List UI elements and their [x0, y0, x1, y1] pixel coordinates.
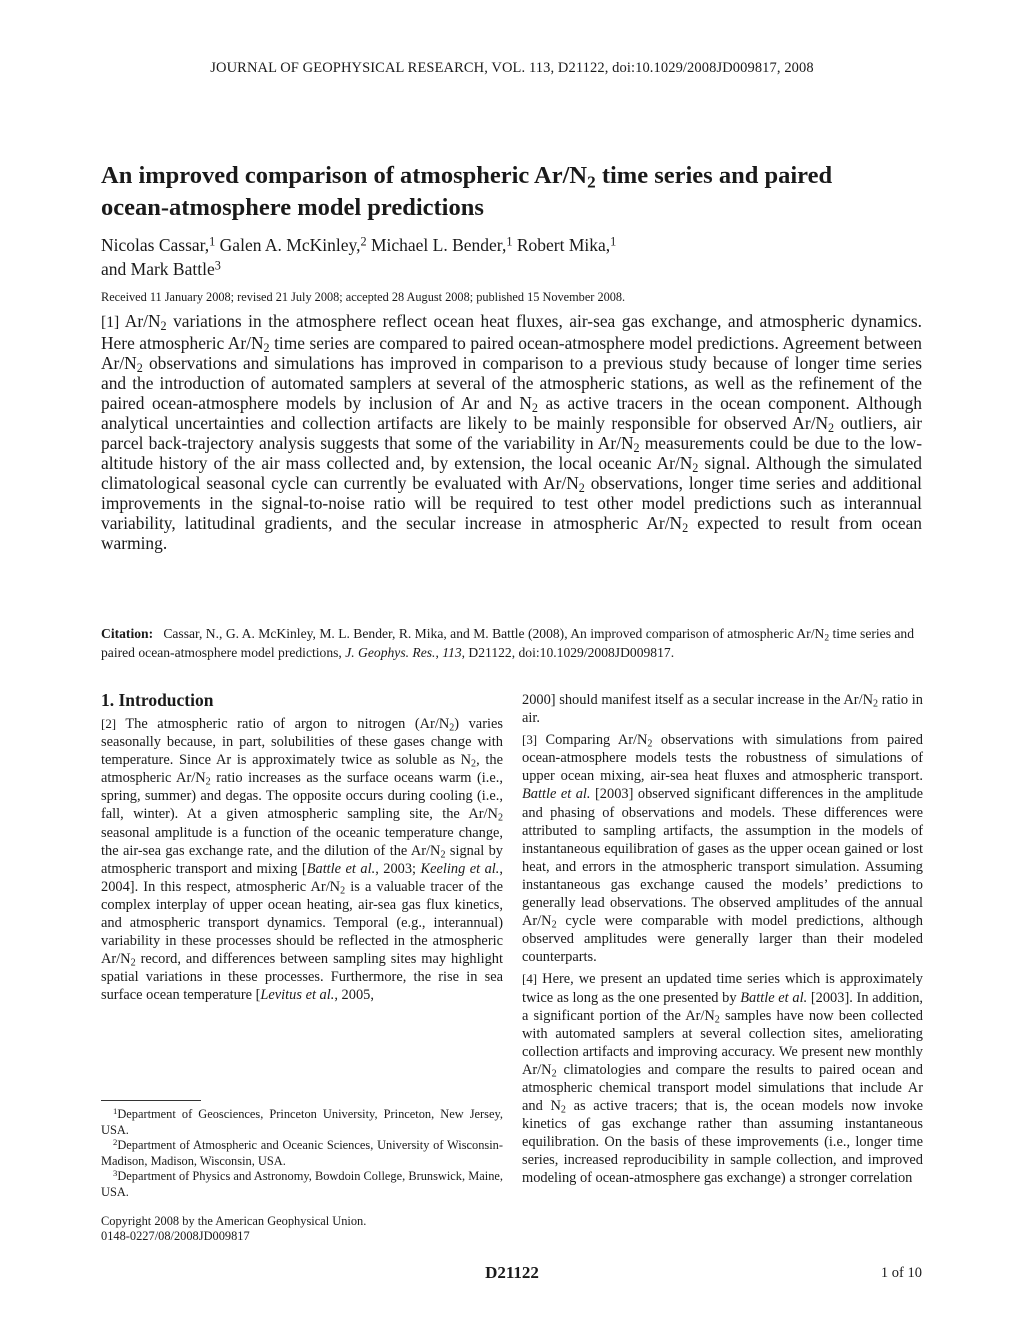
reference-author: Levitus et al. — [260, 987, 335, 1004]
author-affiliation: 3 — [214, 258, 221, 273]
author-name: Robert Mika, — [516, 235, 611, 255]
body-text: seasonal amplitude is a function of the oceanic temperature change, the air-sea gas exchange rate, and the dilution of the Ar/N — [101, 824, 503, 859]
abstract-text: expected to result from ocean warming. — [101, 513, 922, 553]
abstract-text: as active tracers in the ocean component. Although analytical uncertainties and collection artifacts are likely to be mainly responsible for observed Ar/N — [101, 393, 922, 433]
reference-author: Battle et al. — [740, 989, 808, 1006]
abstract-text: measurements could be due to the low-altitude history of the air mass collected and, by extension, the local oceanic Ar/N — [101, 433, 922, 473]
abstract-text: variations in the atmosphere reflect ocean heat fluxes, air-sea gas exchange, and atmospheric dynamics. Here atmospheric Ar/N — [101, 311, 922, 353]
article-id: D21122 — [485, 1263, 539, 1282]
body-text: ) varies seasonally because, in part, solubilities of these gases change with temperature. Since Ar is approximately twice as soluble as N — [101, 716, 503, 769]
body-text: ratio increases as the surface oceans warm (i.e., spring, summer) and degas. The opposite occurs during cooling (i.e., fall, winter). At a given atmospheric sampling site, the Ar/N — [101, 770, 503, 823]
left-column — [101, 715, 503, 1005]
subscript: 2 — [471, 758, 477, 770]
subscript: 2 — [205, 776, 211, 788]
paragraph-2 — [101, 715, 503, 1005]
issn-line: 0148-0227/08/2008JD009817 — [101, 1229, 250, 1243]
author-affiliation: 2 — [360, 234, 367, 249]
footnote-marker: 1 — [113, 1106, 118, 1117]
subscript: 2 — [160, 319, 167, 334]
received-dates: Received 11 January 2008; revised 21 July 2008; accepted 28 August 2008; published 15 November 2008. — [101, 290, 626, 304]
body-text: record, and differences between sampling sites may highlight spatial variations in these processes. Furthermore, the rise in sea surface ocean temperature [ — [101, 951, 503, 1004]
title-part-2: time series and paired — [595, 162, 833, 189]
right-column — [522, 691, 923, 1188]
body-text: observations with simulations from paired ocean-atmosphere models tests the robustness of simulations of upper ocean mixing, air-sea heat fluxes and atmospheric transport. — [522, 732, 923, 785]
subscript: 2 — [130, 957, 136, 969]
body-text: Here, we present an updated time series which is approximately twice as long as the one presented by — [522, 971, 923, 1006]
title-subscript: 2 — [587, 172, 596, 192]
author-name: Michael L. Bender, — [370, 235, 507, 255]
citation-text: time series and paired ocean-atmosphere model predictions, — [101, 626, 915, 660]
body-text: The atmospheric ratio of argon to nitrogen (Ar/N — [125, 716, 450, 732]
subscript: 2 — [449, 722, 455, 734]
reference-author: Battle et al. — [522, 786, 591, 803]
subscript: 2 — [714, 1014, 720, 1026]
body-text: , the atmospheric Ar/N — [101, 752, 503, 787]
footnote-text: Department of Geosciences, Princeton University, Princeton, New Jersey, USA. — [101, 1107, 503, 1137]
article-title — [101, 160, 931, 224]
reference-author: Battle et al. — [306, 860, 376, 877]
footnote-divider — [101, 1100, 201, 1101]
body-text: is a valuable tracer of the complex interplay of upper ocean heating, air-sea gas flux kinetics, and atmospheric transport dynamics. Temporal (e.g., interannual) variability in these processes should be reflected in the atmospheric Ar/N — [101, 878, 503, 968]
body-text: Comparing Ar/N — [545, 732, 648, 749]
subscript: 2 — [497, 812, 503, 824]
body-text: , 2004]. In this respect, atmospheric Ar/N — [101, 860, 503, 895]
body-text: , 2003; — [375, 860, 421, 877]
footnote-text: Department of Physics and Astronomy, Bowdoin College, Brunswick, Maine, USA. — [101, 1169, 503, 1199]
body-text: [2003]. In addition, a significant portion of the Ar/N — [522, 989, 923, 1024]
body-text: climatologies and compare the results to paired ocean and atmospheric chemical transport model simulations that include Ar and N — [522, 1061, 923, 1115]
body-text: as active tracers; that is, the ocean models now invoke kinetics of gas exchange rather than assuming instantaneous equilibration. On the basis of these improvements (i.e., longer time series, increased reproducibility in sample collection, and improved modeling of ocean-atmosphere gas exchange) a stronger correlation — [522, 1098, 923, 1187]
author-affiliation: 1 — [506, 234, 513, 249]
body-text: ratio in air. — [522, 692, 923, 727]
title-line-2: ocean-atmosphere model predictions — [101, 194, 484, 221]
page-number: 1 of 10 — [880, 1265, 922, 1281]
paragraph-continued — [522, 691, 923, 727]
paragraph-4 — [522, 970, 923, 1187]
subscript: 2 — [440, 849, 446, 861]
subscript: 2 — [560, 1104, 566, 1116]
paragraph-3 — [522, 731, 923, 966]
subscript: 2 — [340, 885, 346, 897]
subscript: 2 — [633, 441, 640, 456]
abstract-text: Ar/N — [124, 311, 161, 331]
author-name: and Mark Battle — [101, 259, 215, 279]
subscript: 2 — [136, 361, 143, 376]
author-list — [101, 233, 931, 281]
body-text: cycle were comparable with model predictions, although observed amplitudes were generally larger than their modeled counterparts. — [522, 913, 923, 966]
body-text: , 2005, — [334, 987, 374, 1004]
subscript: 2 — [682, 521, 689, 536]
subscript: 2 — [828, 421, 835, 436]
title-part-1: An improved comparison of atmospheric Ar/N — [101, 162, 588, 189]
subscript: 2 — [551, 1068, 557, 1080]
journal-header: JOURNAL OF GEOPHYSICAL RESEARCH, VOL. 113, D21122, doi:10.1029/2008JD009817, 2008 — [210, 60, 814, 76]
author-name: Galen A. McKinley, — [219, 235, 361, 255]
paragraph-number: [3] — [522, 732, 538, 748]
paragraph-number: [1] — [101, 314, 120, 331]
footnotes — [101, 1107, 503, 1200]
copyright — [101, 1214, 503, 1244]
footnote-marker: 3 — [113, 1168, 118, 1179]
subscript: 2 — [578, 481, 585, 496]
body-text: samples have now been collected with automated samplers at several collection sites, ameliorating collection artifacts and improving accuracy. We present new monthly Ar/N — [522, 1007, 923, 1078]
paragraph-number: [4] — [522, 971, 538, 987]
author-name: Nicolas Cassar, — [101, 235, 210, 255]
footnote-3 — [101, 1169, 503, 1200]
abstract-text: observations, longer time series and additional improvements in the signal-to-noise ratio will be required to test other model predictions such as interannual variability, latitudinal gradients, and the secular increase in atmospheric Ar/N — [101, 473, 922, 533]
abstract-text: outliers, air parcel back-trajectory analysis suggests that some of the variability in Ar/N — [101, 413, 922, 453]
subscript: 2 — [263, 341, 270, 356]
citation-label: Citation: — [101, 626, 154, 641]
paragraph-number: [2] — [101, 716, 117, 731]
abstract-text: time series are compared to paired ocean-atmosphere model predictions. Agreement between Ar/N — [101, 333, 922, 373]
citation — [101, 624, 922, 662]
abstract-text: observations and simulations has improved in comparison to a previous study because of longer time series and the introduction of automated samplers at several of the atmospheric stations, as well as the refinement of the paired ocean-atmosphere models by inclusion of Ar and N — [101, 353, 922, 413]
copyright-line: Copyright 2008 by the American Geophysical Union. — [101, 1214, 367, 1228]
footnote-1 — [101, 1107, 503, 1138]
subscript: 2 — [873, 698, 879, 710]
footnote-text: Department of Atmospheric and Oceanic Sciences, University of Wisconsin-Madison, Madison, Wisconsin, USA. — [101, 1138, 503, 1168]
body-text: 2000] should manifest itself as a secular increase in the Ar/N — [522, 692, 873, 708]
subscript: 2 — [647, 738, 653, 750]
subscript: 2 — [531, 401, 538, 416]
citation-text: , D21122, doi:10.1029/2008JD009817. — [461, 645, 675, 660]
author-affiliation: 1 — [209, 234, 216, 249]
body-text: [2003] observed significant differences in the amplitude and phasing of observations and models. These differences were attributed to sampling artifacts, the assumption in the models of instantaneous equilibration of gases as the upper ocean gained or lost heat, and errors in the atmospheric transport simulation. Assuming instantaneous gas exchange caused the models’ predictions to generally lead observations. The observed amplitudes of the annual Ar/N — [522, 786, 923, 930]
section-heading: 1. Introduction — [101, 690, 214, 710]
citation-text: Cassar, N., G. A. McKinley, M. L. Bender, R. Mika, and M. Battle (2008), An improved comparison of atmospheric Ar/N — [163, 626, 825, 641]
reference-author: Keeling et al. — [420, 860, 500, 877]
subscript: 2 — [692, 461, 699, 476]
body-text: signal by atmospheric transport and mixing [ — [101, 842, 503, 877]
footnote-2 — [101, 1138, 503, 1169]
footnote-marker: 2 — [113, 1137, 118, 1148]
abstract — [101, 311, 922, 553]
author-affiliation: 1 — [610, 234, 617, 249]
citation-volume: 113 — [442, 645, 462, 660]
abstract-text: signal. Although the simulated climatological seasonal cycle can currently be evaluated with Ar/N — [101, 453, 922, 493]
citation-journal: J. Geophys. Res. — [345, 645, 436, 660]
citation-text: , — [435, 645, 443, 660]
subscript: 2 — [824, 633, 830, 644]
subscript: 2 — [551, 919, 557, 931]
